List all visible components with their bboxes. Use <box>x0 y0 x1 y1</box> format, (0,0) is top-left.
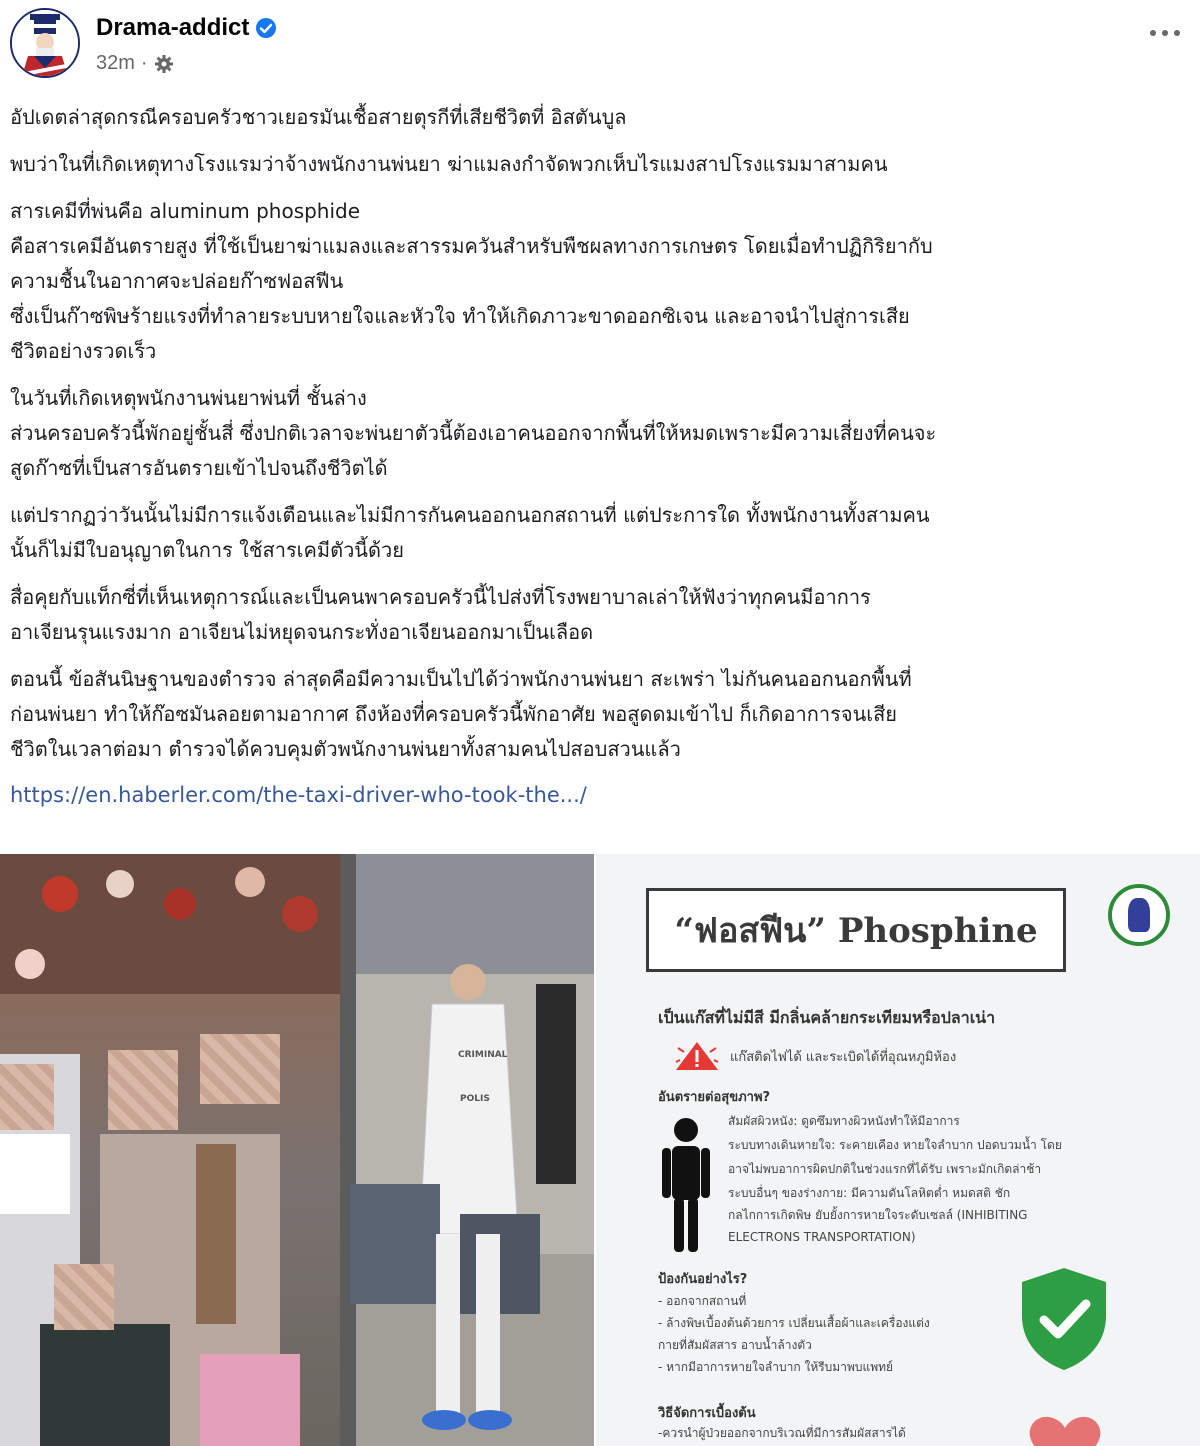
avatar-uncle-sam-icon <box>12 10 78 76</box>
danger-line: ระบบทางเดินหายใจ: ระคายเคือง หายใจลำบาก ปอดบวมน้ำ โดย <box>728 1138 1062 1152</box>
post-paragraph <box>10 147 1190 182</box>
post-paragraph <box>10 580 1190 650</box>
post-header <box>0 0 1200 96</box>
jacket-text: POLIS <box>460 1094 490 1104</box>
post-paragraph <box>10 194 1190 369</box>
danger-heading: อันตรายต่อสุขภาพ? <box>658 1090 771 1105</box>
post-line: ก่อนพ่นยา ทำให้ก๊อซมันลอยตามอากาศ ถึงห้องที่ครอบครัวนี้พักอาศัย พอสูดดมเข้าไป ก็เกิดอาการจนเสีย <box>10 702 898 726</box>
more-dot <box>1174 30 1180 36</box>
post-paragraph <box>10 381 1190 486</box>
post-line: ซึ่งเป็นก๊าซพิษร้ายแรงที่ทำลายระบบหายใจและหัวใจ ทำให้เกิดภาวะขาดออกซิเจน และอาจนำไปสู่การเสีย <box>10 304 910 328</box>
warning-row <box>674 1040 956 1072</box>
verified-badge-icon <box>255 17 277 39</box>
police-photo-illustration <box>340 854 594 1446</box>
post-line: พบว่าในที่เกิดเหตุทางโรงแรมว่าจ้างพนักงานพ่นยา ฆ่าแมลงกำจัดพวกเห็บไรแมงสาปโรงแรมมาสามคน <box>10 152 888 176</box>
heart-icon <box>1020 1414 1110 1446</box>
post-line: สารเคมีที่พ่นคือ aluminum phosphide <box>10 199 361 223</box>
family-photo-illustration <box>0 854 340 1446</box>
post-line: อัปเดตล่าสุดกรณีครอบครัวชาวเยอรมันเชื้อสายตุรกีที่เสียชีวิตที่ อิสตันบูล <box>10 105 627 129</box>
author-name-row <box>96 14 277 42</box>
post-line: สูดก๊าซที่เป็นสารอันตรายเข้าไปจนถึงชีวิตได้ <box>10 456 388 480</box>
prevent-line: กายที่สัมผัสสาร อาบน้ำล้างตัว <box>658 1338 812 1352</box>
prevent-line: - หากมีอาการหายใจลำบาก ให้รีบมาพบแพทย์ <box>658 1360 894 1374</box>
danger-line: กลไกการเกิดพิษ ยับยั้งการหายใจระดับเซลล์ (INHIBITING <box>728 1208 1028 1222</box>
post-line: คือสารเคมีอันตรายสูง ที่ใช้เป็นยาฆ่าแมลงและสารรมควันสำหรับพืชผลทางการเกษตร โดยเมื่อทำปฏิกิริยากับ <box>10 234 933 258</box>
author-name[interactable]: Drama-addict <box>96 14 250 41</box>
blurred-face <box>54 1264 114 1330</box>
post-line: อาเจียนรุนแรงมาก อาเจียนไม่หยุดจนกระทั่งอาเจียนออกมาเป็นเลือด <box>10 620 594 644</box>
article-link[interactable]: https://en.haberler.com/the-taxi-driver-who-took-the.../ <box>10 783 587 807</box>
ministry-seal-icon <box>1108 884 1170 946</box>
warning-text: แก๊สติดไฟได้ และระเบิดได้ที่อุณหภูมิห้อง <box>730 1049 957 1065</box>
firstaid-line: -ควรนำผู้ป่วยออกจากบริเวณที่มีการสัมผัสสารได้ <box>658 1426 906 1440</box>
infographic-subtitle: เป็นแก๊สที่ไม่มีสี มีกลิ่นคล้ายกระเทียมหรือปลาเน่า <box>658 1008 996 1027</box>
danger-line: ระบบอื่นๆ ของร่างกาย: มีความดันโลหิตต่ำ หมดสติ ชัก <box>728 1186 1011 1200</box>
post-time[interactable]: 32m <box>96 52 135 74</box>
danger-line: สัมผัสผิวหนัง: ดูดซึมทางผิวหนังทำให้มีอาการ <box>728 1114 960 1128</box>
danger-line: ELECTRONS TRANSPORTATION) <box>728 1230 916 1244</box>
photo-grid[interactable] <box>0 854 1200 1446</box>
prevent-heading: ป้องกันอย่างไร? <box>658 1272 748 1287</box>
post-line: ชีวิตในเวลาต่อมา ตำรวจได้ควบคุมตัวพนักงานพ่นยาทั้งสามคนไปสอบสวนแล้ว <box>10 737 681 761</box>
post-paragraph <box>10 498 1190 568</box>
gear-icon[interactable] <box>154 54 174 74</box>
post-meta <box>96 52 174 75</box>
person-icon <box>658 1116 714 1252</box>
post-line: ชีวิตอย่างรวดเร็ว <box>10 339 157 363</box>
more-dot <box>1150 30 1156 36</box>
more-options-icon[interactable] <box>1150 30 1180 36</box>
family-photo[interactable] <box>0 854 340 1446</box>
meta-separator: · <box>140 52 148 74</box>
post-line: ส่วนครอบครัวนี้พักอยู่ชั้นสี่ ซึ่งปกติเวลาจะพ่นยาตัวนี้ต้องเอาคนออกจากพื้นที่ให้หมดเพราะมีความเสี่ยงที่คนจะ <box>10 421 937 445</box>
post-paragraph <box>10 100 1190 135</box>
author-avatar[interactable] <box>10 8 80 78</box>
post-line: ในวันที่เกิดเหตุพนักงานพ่นยาพ่นที่ ชั้นล่าง <box>10 386 367 410</box>
firstaid-heading: วิธีจัดการเบื้องต้น <box>658 1406 756 1421</box>
warning-triangle-icon <box>674 1040 720 1072</box>
danger-line: อาจไม่พบอาการผิดปกติในช่วงแรกที่ได้รับ เพราะมักเกิดล่าช้า <box>728 1162 1042 1176</box>
post-line: สื่อคุยกับแท็กซี่ที่เห็นเหตุการณ์และเป็นคนพาครอบครัวนี้ไปส่งที่โรงพยาบาลเล่าให้ฟังว่าทุกคนมีอาการ <box>10 585 871 609</box>
post-line: แต่ปรากฏว่าวันนั้นไม่มีการแจ้งเตือนและไม่มีการกันคนออกนอกสถานที่ แต่ประการใด ทั้งพนักงานทั้งสามคน <box>10 503 930 527</box>
post-line: ตอนนี้ ข้อสันนิษฐานของตำรวจ ล่าสุดคือมีความเป็นไปได้ว่าพนักงานพ่นยา สะเพร่า ไม่กันคนออกนอกพื้นที่ <box>10 667 912 691</box>
more-dot <box>1162 30 1168 36</box>
blurred-face <box>0 1064 54 1130</box>
phosphine-infographic[interactable] <box>596 854 1200 1446</box>
prevent-line: - ล้างพิษเบื้องต้นด้วยการ เปลี่ยนเสื้อผ้าและเครื่องแต่ง <box>658 1316 930 1330</box>
post-body <box>10 100 1190 811</box>
blurred-face <box>200 1034 280 1104</box>
jacket-text: CRIMINAL <box>458 1050 508 1060</box>
police-investigator-photo[interactable] <box>340 854 594 1446</box>
infographic-title: “ฟอสฟีน” Phosphine <box>646 888 1066 972</box>
green-shield-check-icon <box>1016 1264 1112 1374</box>
post-paragraph <box>10 662 1190 767</box>
blurred-face <box>108 1050 178 1130</box>
post-line: นั้นก็ไม่มีใบอนุญาตในการ ใช้สารเคมีตัวนี้ด้วย <box>10 538 404 562</box>
prevent-line: - ออกจากสถานที่ <box>658 1294 747 1308</box>
post-line: ความชื้นในอากาศจะปล่อยก๊าซฟอสฟีน <box>10 269 344 293</box>
